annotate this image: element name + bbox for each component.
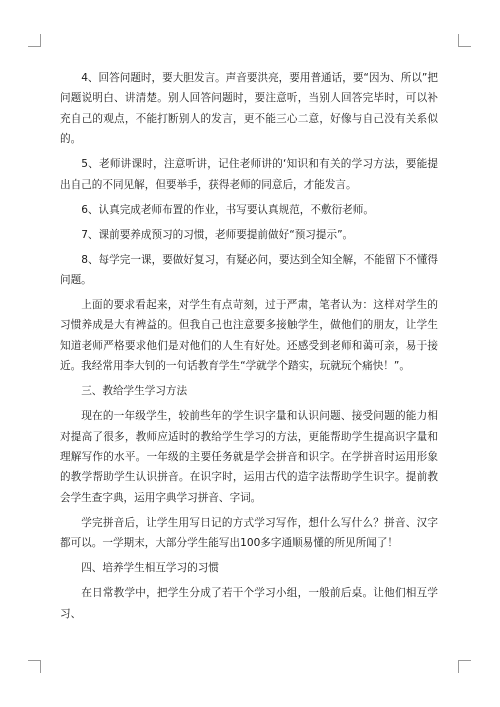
section-heading-4: 四、培养学生相互学习的习惯 <box>81 562 219 575</box>
section-heading-3: 三、教给学生学习方法 <box>81 385 188 398</box>
paragraph-item-7: 7、课前要养成预习的习惯，老师要提前做好“预习提示”。 <box>81 228 354 241</box>
document-body <box>60 68 438 629</box>
paragraph-summary: 上面的要求看起来，对学生有点苛刻，过于严肃，笔者认为：这样对学生的习惯养成是大有裨益的。但我自己也注意要多接触学生，做他们的朋友，让学生知道老师严格要求他们是对他们的人生有好处。还感受到老师和蔼可亲，易于接近。我经常用李大钊的一句话教育学生“学就学个踏实，玩就玩个痛快！”。 <box>60 299 438 373</box>
crop-mark-top-right <box>458 34 471 47</box>
paragraph-item-5: 5、老师讲课时，注意听讲，记住老师讲的‘知识和有关的学习方法，要能提出自己的不同见解，但要举手，获得老师的同意后，才能发言。 <box>60 158 438 191</box>
crop-mark-bottom-left <box>28 660 41 673</box>
paragraph-item-4: 4、回答问题时，要大胆发言。声音要洪亮，要用普通话，要“因为、所以”把问题说明白、讲清楚。别人回答问题时，要注意听，当别人回答完毕时，可以补充自己的观点，不能打断别人的发言，更不能三心二意，好像与自己没有关系似的。 <box>60 72 438 146</box>
paragraph-groups: 在日常教学中，把学生分成了若干个学习小组，一般前后桌。让他们相互学习、 <box>60 587 438 620</box>
paragraph-writing: 学完拼音后，让学生用写日记的方式学习写作，想什么写什么？拼音、汉字都可以。一学期末，大部分学生能写出100多字通顺易懂的所见所闻了！ <box>60 516 438 550</box>
paragraph-item-8: 8、每学完一课，要做好复习，有疑必问，要达到全知全解，不能留下不懂得问题。 <box>60 253 438 287</box>
paragraph-methods: 现在的一年级学生，较前些年的学生识字量和认识问题、接受问题的能力相对提高了很多，教师应适时的教给学生学习的方法，更能帮助学生提高识字量和理解写作的水平。一年级的主要任务就是学会拼音和识字。在学拼音时运用形象的教学帮助学生认识拼音。在识字时，运用古代的造字法帮助学生识字。提前教会学生查字典，运用字典学习拼音、字词。 <box>60 410 438 504</box>
crop-mark-top-left <box>28 34 41 47</box>
paragraph-item-6: 6、认真完成老师布置的作业，书写要认真规范，不敷衍老师。 <box>81 203 374 216</box>
crop-mark-bottom-right <box>458 660 471 673</box>
